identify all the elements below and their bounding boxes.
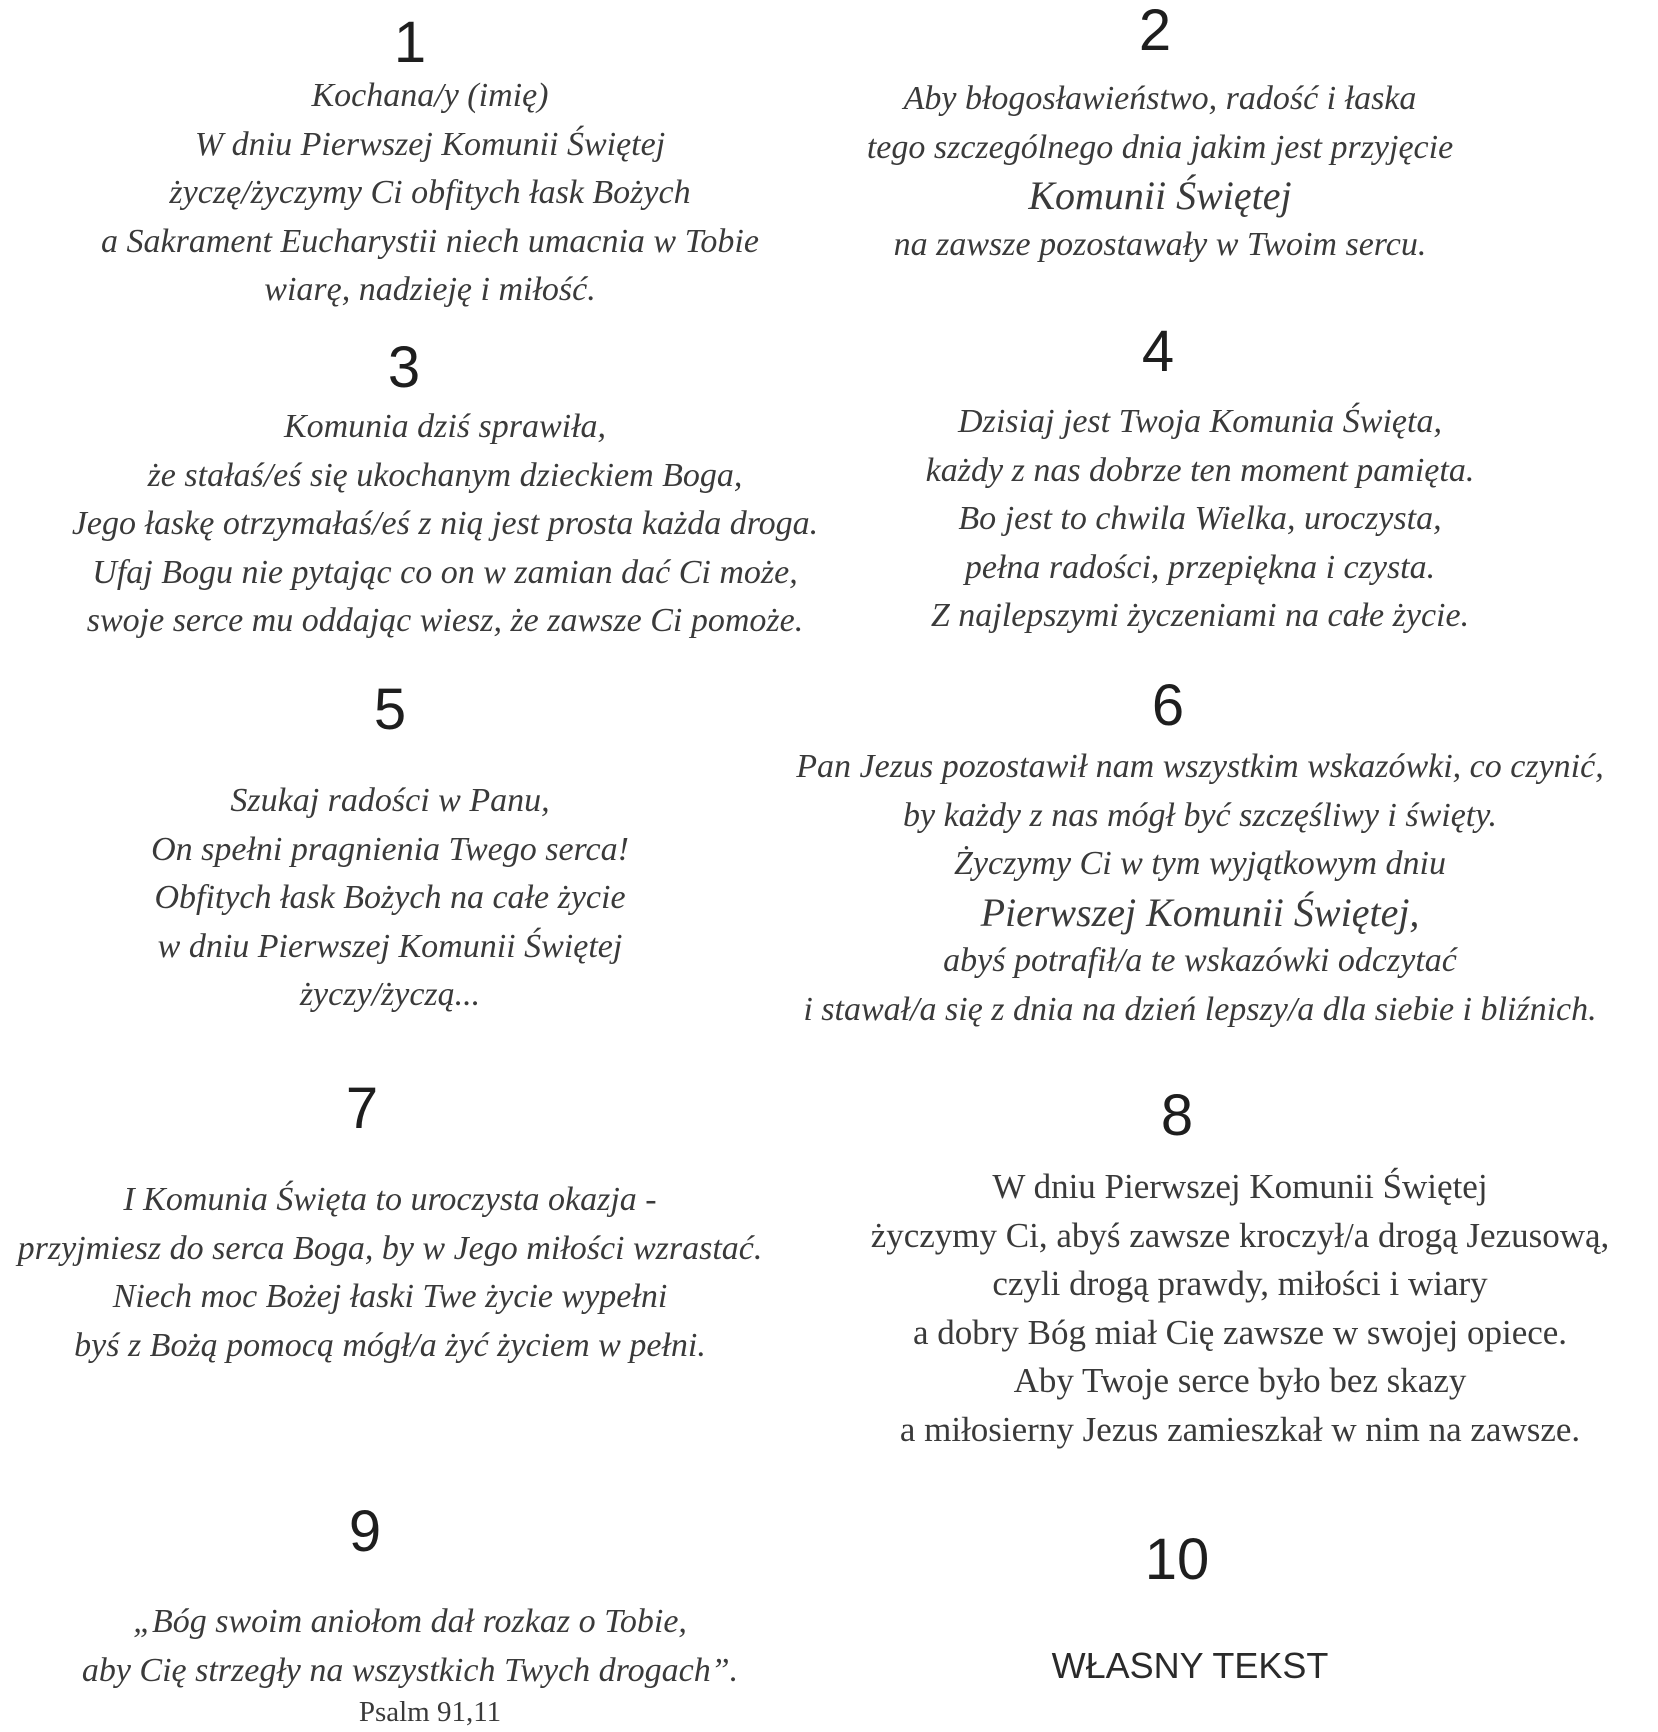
wish-line: Życzymy Ci w tym wyjątkowym dniu xyxy=(954,845,1446,882)
wish-line: Pan Jezus pozostawił nam wszystkim wskazówki, co czynić, xyxy=(796,748,1604,785)
wish-line: byś z Bożą pomocą mógł/a żyć życiem w pełni. xyxy=(74,1326,706,1364)
wish-line: życzę/życzymy Ci obfitych łask Bożych xyxy=(169,174,691,211)
wish-text-4 xyxy=(860,398,1540,641)
wish-text-9 xyxy=(40,1598,780,1695)
wish-line: że stałaś/eś się ukochanym dzieckiem Boga, xyxy=(147,456,743,494)
wish-line: w dniu Pierwszej Komunii Świętej xyxy=(157,927,623,965)
wish-number-10: 10 xyxy=(1144,1527,1210,1592)
wish-text-5 xyxy=(60,777,720,1020)
wish-line: i stawał/a się z dnia na dzień lepszy/a dla siebie i bliźnich. xyxy=(803,990,1597,1028)
wish-number-2: 2 xyxy=(1138,0,1172,63)
wish-text-2 xyxy=(820,75,1500,269)
wish-number-6: 6 xyxy=(1151,673,1185,738)
wish-line: Obfitych łask Bożych na całe życie xyxy=(154,879,626,916)
wish-text-6 xyxy=(760,743,1640,1034)
wish-line: czyli drogą prawdy, miłości i wiary xyxy=(992,1264,1488,1303)
wish-text-7 xyxy=(0,1176,780,1370)
wish-line: na zawsze pozostawały w Twoim sercu. xyxy=(893,225,1427,263)
wish-line: Szukaj radości w Panu, xyxy=(230,782,550,819)
wish-line: Komunia dziś sprawiła, xyxy=(283,408,607,445)
wish-line: tego szczególnego dnia jakim jest przyjęcie xyxy=(866,128,1454,166)
wish-number-7: 7 xyxy=(345,1076,379,1141)
wish-line: pełna radości, przepiękna i czysta. xyxy=(964,548,1436,586)
wish-text-3 xyxy=(0,403,890,646)
wish-line: swoje serce mu oddając wiesz, że zawsze Ci pomoże. xyxy=(86,602,804,639)
wish-line: każdy z nas dobrze ten moment pamięta. xyxy=(925,451,1475,489)
wish-text-1 xyxy=(0,72,860,315)
wish-line: aby Cię strzegły na wszystkich Twych drogach”. xyxy=(81,1651,739,1689)
wish-line: by każdy z nas mógł być szczęśliwy i święty. xyxy=(903,796,1497,834)
wish-line: Ufaj Bogu nie pytając co on w zamian dać Ci może, xyxy=(92,553,798,591)
wish-line: wiarę, nadzieję i miłość. xyxy=(264,271,596,308)
wish-line: Jego łaskę otrzymałaś/eś z nią jest prosta każda droga. xyxy=(71,505,819,542)
wish-number-4: 4 xyxy=(1141,319,1175,384)
wish-line: życzymy Ci, abyś zawsze kroczył/a drogą Jezusową, xyxy=(870,1215,1610,1255)
wish-line: Kochana/y (imię) xyxy=(311,77,549,114)
wish-text-8 xyxy=(820,1163,1658,1454)
psalm-reference: Psalm 91,11 xyxy=(358,1696,502,1728)
wish-line: W dniu Pierwszej Komunii Świętej xyxy=(992,1167,1488,1206)
wish-line: a Sakrament Eucharystii niech umacnia w Tobie xyxy=(101,222,759,260)
wish-line: abyś potrafił/a te wskazówki odczytać xyxy=(943,942,1457,979)
wish-line: W dniu Pierwszej Komunii Świętej xyxy=(194,125,666,163)
wish-line: Niech moc Bożej łaski Twe życie wypełni xyxy=(112,1278,668,1315)
wish-line: I Komunia Święta to uroczysta okazja - xyxy=(123,1181,657,1218)
wish-line: Aby Twoje serce było bez skazy xyxy=(1013,1361,1467,1400)
wish-line: „Bóg swoim aniołom dał rozkaz o Tobie, xyxy=(133,1603,687,1640)
wish-line-emphasis: Komunii Świętej xyxy=(1028,173,1292,218)
custom-text-label: WŁASNY TEKST xyxy=(1051,1645,1329,1686)
wish-number-8: 8 xyxy=(1160,1083,1194,1148)
wish-line: a dobry Bóg miał Cię zawsze w swojej opiece. xyxy=(912,1312,1568,1352)
wish-number-1: 1 xyxy=(393,10,427,75)
wish-line: On spełni pragnienia Twego serca! xyxy=(151,830,629,868)
wish-number-3: 3 xyxy=(387,335,421,400)
wish-line: Bo jest to chwila Wielka, uroczysta, xyxy=(958,500,1442,537)
wish-line: przyjmiesz do serca Boga, by w Jego miłości wzrastać. xyxy=(17,1229,763,1267)
wish-line: Z najlepszymi życzeniami na całe życie. xyxy=(930,597,1470,634)
wish-line: Dzisiaj jest Twoja Komunia Święta, xyxy=(958,403,1442,440)
wish-line: życzy/życzą... xyxy=(299,976,481,1013)
wish-number-9: 9 xyxy=(348,1499,382,1564)
wish-line: Aby błogosławieństwo, radość i łaska xyxy=(903,80,1417,117)
wish-line-emphasis: Pierwszej Komunii Świętej, xyxy=(980,889,1420,935)
wish-number-5: 5 xyxy=(373,677,407,742)
wish-line: a miłosierny Jezus zamieszkał w nim na zawsze. xyxy=(899,1409,1581,1449)
